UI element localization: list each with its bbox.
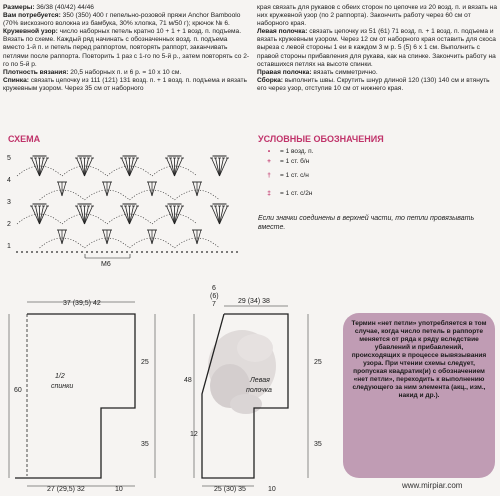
row-number: 1: [7, 243, 11, 250]
back-pattern-diagram: [5, 296, 175, 492]
stitch-post: [148, 230, 152, 244]
assembly-text: выполнить швы. Скрутить шнур длиной 120 (130) 140 см и втянуть его через узор, отступив 10 см от нижнего края.: [257, 76, 490, 92]
foundation-chain-dot: [196, 251, 198, 253]
stitch-post: [126, 206, 130, 224]
stitch-post: [36, 206, 40, 224]
stitch-post: [103, 182, 107, 196]
stitch-post: [77, 158, 85, 176]
foundation-chain-dot: [16, 251, 18, 253]
stitch-post: [216, 158, 220, 176]
stitch-post: [220, 158, 224, 176]
legend-item-text: = 1 ст. б/н: [280, 158, 310, 165]
stitch-post: [152, 182, 156, 196]
stitch-post: [152, 230, 156, 244]
legend-item-text: = 1 возд. п.: [280, 148, 314, 155]
foundation-chain-dot: [221, 251, 223, 253]
stitch-post: [171, 158, 175, 176]
foundation-chain-dot: [181, 251, 183, 253]
front-right-bottom-dimension: 35: [314, 441, 322, 448]
foundation-chain-dot: [86, 251, 88, 253]
sizes-value: 36/38 (40/42) 44/46: [34, 4, 94, 11]
back-label-fraction: 1/2: [55, 373, 65, 380]
foundation-chain-dot: [41, 251, 43, 253]
row-number: 5: [7, 155, 11, 162]
back-top-dimension: 37 (39,5) 42: [63, 300, 101, 307]
right-text-column: [257, 4, 497, 93]
stitch-post: [212, 206, 220, 224]
stitch-post: [175, 158, 183, 176]
foundation-chain-dot: [231, 251, 233, 253]
foundation-chain-dot: [226, 251, 228, 253]
foundation-chain-dot: [206, 251, 208, 253]
front-top-dimension: 29 (34) 38: [238, 298, 270, 305]
foundation-chain-dot: [51, 251, 53, 253]
front-neck-dimension-2: (6): [210, 293, 219, 300]
foundation-chain-dot: [91, 251, 93, 253]
stitch-post: [220, 206, 228, 224]
foundation-chain-dot: [76, 251, 78, 253]
stitch-post: [197, 182, 201, 196]
foundation-chain-dot: [121, 251, 123, 253]
back-label-name: спинки: [51, 383, 74, 390]
stitch-post: [130, 158, 134, 176]
stitch-post: [220, 158, 228, 176]
foundation-chain-dot: [126, 251, 128, 253]
stitch-post: [107, 230, 111, 244]
stitch-post: [175, 206, 179, 224]
materials-label: Вам потребуется:: [3, 12, 61, 20]
repeat-label: M6: [101, 261, 111, 268]
stitch-post: [130, 206, 138, 224]
stitch-post: [193, 230, 197, 244]
stitch-post: [62, 230, 66, 244]
foundation-chain-dot: [81, 251, 83, 253]
foundation-chain-dot: [56, 251, 58, 253]
front-neck-start-dimension: 12: [190, 431, 198, 438]
legend-item-sc: [258, 158, 309, 165]
stitch-post: [58, 182, 62, 196]
foundation-chain-dot: [186, 251, 188, 253]
stitch-post: [122, 206, 130, 224]
stitch-post: [58, 230, 62, 244]
foundation-chain-dot: [201, 251, 203, 253]
stitch-post: [197, 230, 201, 244]
stitch-post: [32, 158, 40, 176]
foundation-chain-dot: [161, 251, 163, 253]
foundation-chain-dot: [171, 251, 173, 253]
front-bottom-sleeve-dimension: 10: [268, 486, 276, 493]
foundation-chain-dot: [211, 251, 213, 253]
left-front-label: Левая полочка:: [257, 28, 308, 36]
back-bottom-sleeve-dimension: 10: [115, 486, 123, 493]
double-crochet-icon: †: [267, 172, 271, 179]
stitch-post: [220, 206, 224, 224]
front-bottom-dimension: 25 (30) 35: [214, 486, 246, 493]
stitch-post: [40, 158, 44, 176]
foundation-chain-dot: [31, 251, 33, 253]
foundation-chain-dot: [116, 251, 118, 253]
stitch-post: [85, 158, 89, 176]
foundation-chain-dot: [71, 251, 73, 253]
stitch-post: [103, 230, 107, 244]
stitch-post: [62, 182, 66, 196]
front-neck-dimension-3: 7: [212, 301, 216, 308]
foundation-chain-dot: [141, 251, 143, 253]
row-number: 4: [7, 177, 11, 184]
chain-stitch-icon: •: [267, 148, 271, 155]
stitch-post: [77, 206, 85, 224]
foundation-chain-dot: [66, 251, 68, 253]
foundation-chain-dot: [36, 251, 38, 253]
foundation-chain-dot: [166, 251, 168, 253]
stitch-post: [32, 206, 40, 224]
legend-note: Если значки соединены в верхней части, то петли провязывать вместе.: [258, 215, 475, 231]
stitch-post: [85, 158, 93, 176]
stitch-post: [175, 206, 183, 224]
crochet-chart: [5, 148, 245, 268]
lace-label: Кружевной узор:: [3, 28, 58, 36]
yarn-photo-overlay: [208, 330, 276, 414]
left-text-column: [3, 4, 250, 93]
stitch-post: [107, 182, 111, 196]
single-crochet-icon: +: [267, 158, 271, 165]
sizes-label: Размеры:: [3, 4, 35, 11]
legend-title: УСЛОВНЫЕ ОБОЗНАЧЕНИЯ: [258, 134, 384, 144]
foundation-chain-dot: [236, 251, 238, 253]
stitch-post: [148, 182, 152, 196]
back-right-top-dimension: 25: [141, 359, 149, 366]
stitch-post: [36, 158, 40, 176]
site-watermark: www.mirpiar.com: [402, 481, 463, 490]
foundation-chain-dot: [156, 251, 158, 253]
legend-item-text: = 1 ст. с/н: [280, 172, 309, 179]
front-label-line2: полочка: [246, 387, 272, 394]
stitch-post: [40, 206, 48, 224]
front-pattern-diagram: [180, 286, 340, 492]
stitch-post: [40, 206, 44, 224]
stitch-post: [130, 158, 138, 176]
legend-item-dc: [258, 172, 309, 179]
back-height-dimension: 60: [14, 387, 22, 394]
foundation-chain-dot: [136, 251, 138, 253]
foundation-chain-dot: [191, 251, 193, 253]
front-height-dimension: 48: [184, 377, 192, 384]
lace-text: число наборных петель кратно 10 + 1 + 1 возд. п. подъема. Вязать по схеме. Каждый ряд начинать с обозначенных возд. п. подъема вместо 1-й п. и петель перед раппортом, повторять раппорт, заканчивать петлями после раппорта. Повторить 1 раз с 1-го по 5-й р., затем повторять со 2-го по 5-й р.: [3, 28, 250, 68]
stitch-post: [85, 206, 89, 224]
back-right-bottom-dimension: 35: [141, 441, 149, 448]
treble-crochet-icon: ‡: [267, 190, 271, 197]
stitch-post: [40, 158, 48, 176]
row-number: 3: [7, 199, 11, 206]
foundation-chain-dot: [146, 251, 148, 253]
foundation-chain-dot: [21, 251, 23, 253]
foundation-chain-dot: [26, 251, 28, 253]
stitch-post: [167, 158, 175, 176]
stitch-post: [193, 182, 197, 196]
foundation-chain-dot: [151, 251, 153, 253]
back-text: связать цепочку из 111 (121) 131 возд. п. + 1 возд. п. подъема и вязать кружевным узором. Через 35 см от наборного: [3, 76, 247, 92]
right-front-label: Правая полочка:: [257, 68, 312, 76]
stitch-post: [175, 158, 179, 176]
stitch-post: [171, 206, 175, 224]
left-front-text: связать цепочку из 51 (61) 71 возд. п. + 1 возд. п. подъема и вязать кружевным узором. Через 12 см от наборного края оставить для скоса выреза с левой стороны 1 еи в каждом 3 м р. 5 (5) 6 х 1 см. Выполнить с правой стороны прибавления для рукава, как на спинке. Закончить работу на оставшихся петлях на высоте спинки.: [257, 28, 496, 68]
stitch-post: [122, 158, 130, 176]
stitch-post: [216, 206, 220, 224]
stitch-post: [212, 158, 220, 176]
foundation-chain-dot: [131, 251, 133, 253]
foundation-chain-dot: [111, 251, 113, 253]
stitch-post: [85, 206, 93, 224]
foundation-chain-dot: [106, 251, 108, 253]
materials-text: 350 (350) 400 г пепельно-розовой пряжи Anchor Bamboolo (70% вискозного волокна из бамбука, 30% хлопка, 71 м/50 г); крючок № 6.: [3, 12, 241, 28]
stitch-post: [130, 206, 134, 224]
terminology-note: Термин «нет петли» употребляется в том случае, когда число петель в раппорте меняется от ряда к ряду вследствие убавлений и прибавлений, происходящих в процессе вывязывания узора. При чтении схемы следует, пропуская квадратик(и) с обозначением «нет петли», переходить к выполнению следующего за ним элемента (акц., изм., накид и др.).: [343, 313, 495, 478]
scheme-title: СХЕМА: [8, 134, 41, 144]
density-label: Плотность вязания:: [3, 68, 69, 76]
stitch-post: [81, 158, 85, 176]
foundation-chain-dot: [96, 251, 98, 253]
back-label: Спинка:: [3, 76, 29, 84]
front-right-top-dimension: 25: [314, 359, 322, 366]
foundation-chain-dot: [61, 251, 63, 253]
front-label-line1: Левая: [250, 377, 270, 384]
legend-item-chain: [258, 148, 314, 155]
stitch-post: [126, 158, 130, 176]
foundation-chain-dot: [46, 251, 48, 253]
back-bottom-dimension: 27 (29,5) 32: [47, 486, 85, 493]
assembly-label: Сборка:: [257, 76, 283, 84]
stitch-post: [167, 206, 175, 224]
stitch-post: [81, 206, 85, 224]
back-piece-outline: [15, 314, 135, 478]
legend-item-text: = 1 ст. с/2н: [280, 190, 313, 197]
foundation-chain-dot: [101, 251, 103, 253]
foundation-chain-dot: [176, 251, 178, 253]
legend-item-tr: [258, 190, 312, 197]
back-continuation: края связать для рукавов с обеих сторон по цепочке из 20 возд. п. и вязать на них кружевной узор (по 2 раппорта). Закончить работу через 60 см от наборного края.: [257, 4, 497, 28]
row-number: 2: [7, 221, 11, 228]
density-text: 20,5 наборных п. и 6 р. = 10 х 10 см.: [68, 68, 182, 76]
front-neck-dimension-1: 6: [212, 285, 216, 292]
right-front-text: вязать симметрично.: [311, 68, 378, 76]
foundation-chain-dot: [216, 251, 218, 253]
